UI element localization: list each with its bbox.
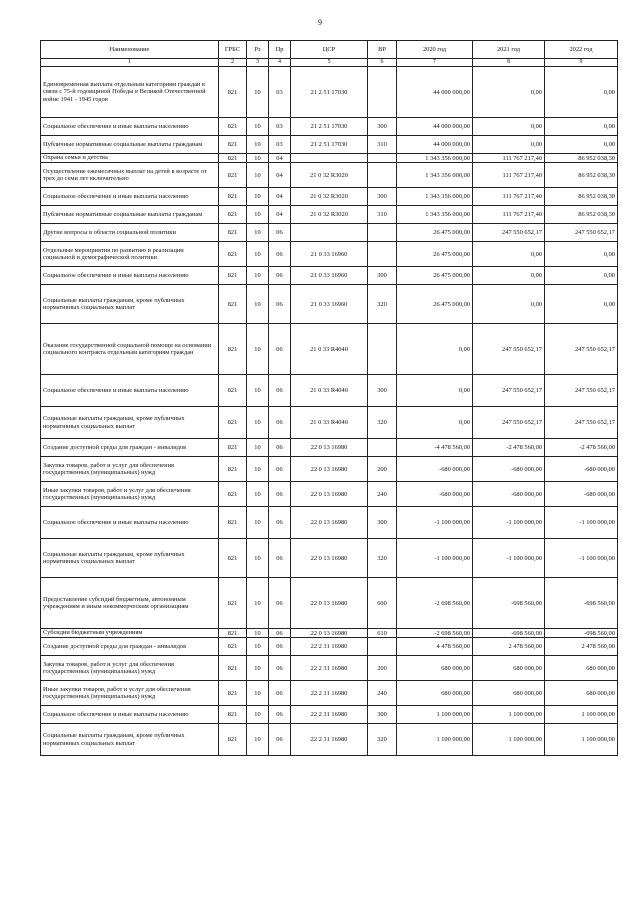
- column-index: 3: [247, 59, 269, 67]
- cell-rz: 10: [247, 242, 269, 267]
- cell-vr: 200: [368, 656, 397, 681]
- table-row: [41, 457, 618, 482]
- cell-2021: 247 550 652,17: [473, 407, 545, 439]
- table-row: [41, 724, 618, 756]
- cell-grbs: 821: [219, 724, 247, 756]
- cell-name: Социальные выплаты гражданам, кроме публичных нормативных социальных выплат: [41, 539, 219, 578]
- cell-pr: 06: [269, 457, 291, 482]
- cell-2021: -1 100 000,00: [473, 539, 545, 578]
- cell-vr: [368, 324, 397, 375]
- cell-2021: 111 767 217,40: [473, 154, 545, 163]
- cell-name: Социальные выплаты гражданам, кроме публичных нормативных социальных выплат: [41, 724, 219, 756]
- table-row: [41, 188, 618, 206]
- cell-name: Социальные выплаты гражданам, кроме публичных нормативных социальных выплат: [41, 285, 219, 324]
- cell-grbs: 821: [219, 706, 247, 724]
- cell-vr: 240: [368, 681, 397, 706]
- cell-rz: 10: [247, 457, 269, 482]
- cell-2020: 680 000,00: [397, 681, 473, 706]
- cell-vr: 240: [368, 482, 397, 507]
- cell-grbs: 821: [219, 681, 247, 706]
- cell-grbs: 821: [219, 507, 247, 539]
- cell-pr: 06: [269, 629, 291, 638]
- cell-vr: 300: [368, 118, 397, 136]
- cell-2021: 111 767 217,40: [473, 206, 545, 224]
- cell-csr: 22 2 31 16980: [291, 724, 368, 756]
- cell-2022: 0,00: [545, 267, 618, 285]
- cell-2022: 247 550 652,17: [545, 224, 618, 242]
- cell-grbs: 821: [219, 407, 247, 439]
- cell-csr: 22 0 13 16980: [291, 507, 368, 539]
- cell-pr: 06: [269, 375, 291, 407]
- cell-csr: 21 0 32 R3020: [291, 188, 368, 206]
- cell-name: Единовременная выплата отдельным категориям граждан в связи с 75-й годовщиной Победы в Великой Отечественной войне 1941 - 1945 годов: [41, 67, 219, 118]
- cell-pr: 03: [269, 67, 291, 118]
- cell-vr: [368, 638, 397, 656]
- cell-rz: 10: [247, 482, 269, 507]
- cell-2020: 44 000 000,00: [397, 67, 473, 118]
- cell-vr: [368, 154, 397, 163]
- cell-csr: 22 0 13 16980: [291, 457, 368, 482]
- table-row: [41, 629, 618, 638]
- cell-2022: 680 000,00: [545, 656, 618, 681]
- table-row: [41, 482, 618, 507]
- cell-pr: 04: [269, 188, 291, 206]
- table-row: [41, 407, 618, 439]
- cell-name: Создание доступной среды для граждан - инвалидов: [41, 638, 219, 656]
- cell-2021: -2 478 560,00: [473, 439, 545, 457]
- cell-2020: 0,00: [397, 324, 473, 375]
- table-row: [41, 507, 618, 539]
- cell-2021: 680 000,00: [473, 656, 545, 681]
- cell-2021: 111 767 217,40: [473, 188, 545, 206]
- cell-2020: -680 000,00: [397, 482, 473, 507]
- cell-grbs: 821: [219, 163, 247, 188]
- cell-vr: [368, 224, 397, 242]
- cell-pr: 06: [269, 638, 291, 656]
- cell-pr: 06: [269, 681, 291, 706]
- cell-grbs: 821: [219, 188, 247, 206]
- table-row: [41, 154, 618, 163]
- cell-vr: 320: [368, 285, 397, 324]
- cell-2020: 26 475 000,00: [397, 242, 473, 267]
- cell-2022: 0,00: [545, 67, 618, 118]
- cell-csr: 21 2 51 17030: [291, 118, 368, 136]
- cell-2021: 0,00: [473, 267, 545, 285]
- cell-pr: 06: [269, 724, 291, 756]
- cell-2021: 247 550 652,17: [473, 224, 545, 242]
- cell-2020: -2 698 560,00: [397, 578, 473, 629]
- header-csr: ЦСР: [291, 41, 368, 59]
- cell-name: Социальное обеспечение и иные выплаты населению: [41, 507, 219, 539]
- cell-pr: 04: [269, 206, 291, 224]
- cell-2021: 0,00: [473, 242, 545, 267]
- cell-rz: 10: [247, 656, 269, 681]
- cell-2022: 2 478 560,00: [545, 638, 618, 656]
- cell-csr: 22 0 13 16980: [291, 539, 368, 578]
- cell-pr: 06: [269, 324, 291, 375]
- cell-pr: 06: [269, 578, 291, 629]
- cell-vr: 600: [368, 578, 397, 629]
- cell-name: Закупка товаров, работ и услуг для обеспечения государственных (муниципальных) нужд: [41, 457, 219, 482]
- cell-csr: 21 0 33 16960: [291, 285, 368, 324]
- cell-2022: -698 560,00: [545, 578, 618, 629]
- cell-vr: [368, 67, 397, 118]
- cell-rz: 10: [247, 136, 269, 154]
- cell-name: Предоставление субсидий бюджетным, автономным учреждениям и иным некоммерческим организациям: [41, 578, 219, 629]
- column-index: 4: [269, 59, 291, 67]
- cell-2020: 26 475 000,00: [397, 267, 473, 285]
- cell-2022: 0,00: [545, 242, 618, 267]
- cell-csr: [291, 224, 368, 242]
- budget-table: [40, 40, 618, 756]
- cell-csr: 21 2 51 17030: [291, 67, 368, 118]
- cell-pr: 06: [269, 242, 291, 267]
- cell-2020: 680 000,00: [397, 656, 473, 681]
- table-row: [41, 638, 618, 656]
- cell-vr: 610: [368, 629, 397, 638]
- cell-grbs: 821: [219, 457, 247, 482]
- cell-rz: 10: [247, 375, 269, 407]
- cell-name: Закупка товаров, работ и услуг для обеспечения государственных (муниципальных) нужд: [41, 656, 219, 681]
- cell-rz: 10: [247, 324, 269, 375]
- cell-csr: 22 2 31 16980: [291, 638, 368, 656]
- cell-2020: 1 343 356 000,00: [397, 206, 473, 224]
- cell-csr: 22 0 13 16980: [291, 578, 368, 629]
- table-row: [41, 681, 618, 706]
- cell-grbs: 821: [219, 224, 247, 242]
- cell-2021: -1 100 000,00: [473, 507, 545, 539]
- cell-name: Субсидии бюджетным учреждениям: [41, 629, 219, 638]
- cell-name: Другие вопросы в области социальной политики: [41, 224, 219, 242]
- cell-pr: 04: [269, 163, 291, 188]
- cell-pr: 06: [269, 439, 291, 457]
- cell-name: Публичные нормативные социальные выплаты гражданам: [41, 206, 219, 224]
- table-row: [41, 163, 618, 188]
- cell-2021: 111 767 217,40: [473, 163, 545, 188]
- cell-2020: 0,00: [397, 407, 473, 439]
- cell-2020: 44 000 000,00: [397, 118, 473, 136]
- cell-2022: -698 560,00: [545, 629, 618, 638]
- table-row: [41, 224, 618, 242]
- cell-rz: 10: [247, 163, 269, 188]
- cell-2020: 4 478 560,00: [397, 638, 473, 656]
- cell-vr: 300: [368, 375, 397, 407]
- cell-grbs: 821: [219, 242, 247, 267]
- table-row: [41, 118, 618, 136]
- cell-grbs: 821: [219, 482, 247, 507]
- table-row: [41, 67, 618, 118]
- header-rz: Рз: [247, 41, 269, 59]
- cell-grbs: 821: [219, 67, 247, 118]
- cell-name: Оказание государственной социальной помощи на основании социального контракта отдельным категориям граждан: [41, 324, 219, 375]
- cell-2021: 0,00: [473, 285, 545, 324]
- cell-2021: 0,00: [473, 67, 545, 118]
- cell-2020: 26 475 000,00: [397, 285, 473, 324]
- cell-rz: 10: [247, 681, 269, 706]
- cell-grbs: 821: [219, 439, 247, 457]
- table-row: [41, 267, 618, 285]
- cell-grbs: 821: [219, 638, 247, 656]
- column-index-row: [41, 59, 618, 67]
- cell-csr: [291, 154, 368, 163]
- cell-csr: 21 0 33 R4040: [291, 375, 368, 407]
- cell-name: Отдельные мероприятия по развитию и реализации социальной и демографической политики: [41, 242, 219, 267]
- cell-vr: 300: [368, 267, 397, 285]
- cell-name: Охрана семьи и детства: [41, 154, 219, 163]
- table-row: [41, 136, 618, 154]
- table-row: [41, 285, 618, 324]
- cell-rz: 10: [247, 206, 269, 224]
- cell-rz: 10: [247, 224, 269, 242]
- cell-pr: 03: [269, 136, 291, 154]
- cell-vr: [368, 242, 397, 267]
- cell-csr: 21 2 51 17030: [291, 136, 368, 154]
- cell-name: Социальные выплаты гражданам, кроме публичных нормативных социальных выплат: [41, 407, 219, 439]
- cell-2022: 86 952 038,30: [545, 154, 618, 163]
- cell-2022: 86 952 038,30: [545, 163, 618, 188]
- cell-csr: 21 0 33 16960: [291, 267, 368, 285]
- cell-2021: 0,00: [473, 136, 545, 154]
- cell-vr: [368, 439, 397, 457]
- cell-grbs: 821: [219, 539, 247, 578]
- cell-vr: 300: [368, 507, 397, 539]
- cell-2021: -680 000,00: [473, 482, 545, 507]
- cell-name: Социальное обеспечение и иные выплаты населению: [41, 375, 219, 407]
- header-year-2021: 2021 год: [473, 41, 545, 59]
- cell-vr: 320: [368, 407, 397, 439]
- cell-pr: 06: [269, 224, 291, 242]
- header-year-2020: 2020 год: [397, 41, 473, 59]
- table-row: [41, 324, 618, 375]
- cell-rz: 10: [247, 706, 269, 724]
- table-row: [41, 242, 618, 267]
- column-index: 1: [41, 59, 219, 67]
- cell-pr: 06: [269, 482, 291, 507]
- cell-name: Социальное обеспечение и иные выплаты населению: [41, 706, 219, 724]
- cell-csr: 21 0 33 R4040: [291, 407, 368, 439]
- cell-grbs: 821: [219, 285, 247, 324]
- cell-rz: 10: [247, 67, 269, 118]
- cell-2020: -4 478 560,00: [397, 439, 473, 457]
- cell-2020: 0,00: [397, 375, 473, 407]
- cell-2022: 1 100 000,00: [545, 724, 618, 756]
- cell-2020: 26 475 000,00: [397, 224, 473, 242]
- cell-pr: 06: [269, 267, 291, 285]
- cell-name: Публичные нормативные социальные выплаты гражданам: [41, 136, 219, 154]
- cell-2021: 680 000,00: [473, 681, 545, 706]
- column-index: 7: [397, 59, 473, 67]
- cell-2022: 1 100 000,00: [545, 706, 618, 724]
- cell-grbs: 821: [219, 375, 247, 407]
- cell-name: Социальное обеспечение и иные выплаты населению: [41, 188, 219, 206]
- table-row: [41, 439, 618, 457]
- cell-rz: 10: [247, 539, 269, 578]
- cell-2022: 247 550 652,17: [545, 375, 618, 407]
- cell-vr: 320: [368, 539, 397, 578]
- header-grbs: ГРБС: [219, 41, 247, 59]
- cell-vr: 320: [368, 724, 397, 756]
- cell-grbs: 821: [219, 206, 247, 224]
- cell-2021: 1 100 000,00: [473, 706, 545, 724]
- header-row: [41, 41, 618, 59]
- cell-2020: 1 343 356 000,00: [397, 188, 473, 206]
- cell-grbs: 821: [219, 656, 247, 681]
- cell-rz: 10: [247, 724, 269, 756]
- cell-csr: 21 0 33 R4040: [291, 324, 368, 375]
- cell-2021: 1 100 000,00: [473, 724, 545, 756]
- cell-rz: 10: [247, 154, 269, 163]
- cell-2021: -698 560,00: [473, 629, 545, 638]
- cell-rz: 10: [247, 507, 269, 539]
- cell-2022: 86 952 038,30: [545, 188, 618, 206]
- table-row: [41, 656, 618, 681]
- cell-2020: -2 698 560,00: [397, 629, 473, 638]
- cell-rz: 10: [247, 118, 269, 136]
- cell-csr: 22 2 31 16980: [291, 681, 368, 706]
- header-year-2022: 2022 год: [545, 41, 618, 59]
- cell-vr: [368, 163, 397, 188]
- cell-name: Иные закупки товаров, работ и услуг для обеспечения государственных (муниципальных) нужд: [41, 482, 219, 507]
- cell-pr: 06: [269, 285, 291, 324]
- column-index: 9: [545, 59, 618, 67]
- cell-2022: 86 952 038,30: [545, 206, 618, 224]
- cell-2020: 1 343 356 000,00: [397, 154, 473, 163]
- cell-vr: 310: [368, 136, 397, 154]
- cell-2022: -680 000,00: [545, 457, 618, 482]
- cell-name: Осуществление ежемесячных выплат на детей в возрасте от трех до семи лет включительно: [41, 163, 219, 188]
- cell-csr: 21 0 33 16960: [291, 242, 368, 267]
- table-row: [41, 706, 618, 724]
- table-row: [41, 375, 618, 407]
- column-index: 2: [219, 59, 247, 67]
- cell-pr: 03: [269, 118, 291, 136]
- cell-2020: 1 100 000,00: [397, 724, 473, 756]
- cell-grbs: 821: [219, 578, 247, 629]
- cell-grbs: 821: [219, 136, 247, 154]
- cell-grbs: 821: [219, 629, 247, 638]
- cell-rz: 10: [247, 578, 269, 629]
- cell-rz: 10: [247, 188, 269, 206]
- cell-grbs: 821: [219, 267, 247, 285]
- cell-pr: 06: [269, 706, 291, 724]
- cell-2021: 247 550 652,17: [473, 375, 545, 407]
- cell-rz: 10: [247, 439, 269, 457]
- cell-rz: 10: [247, 267, 269, 285]
- cell-vr: 300: [368, 188, 397, 206]
- cell-2022: -2 478 560,00: [545, 439, 618, 457]
- cell-csr: 22 0 13 16980: [291, 482, 368, 507]
- cell-pr: 06: [269, 539, 291, 578]
- table-row: [41, 578, 618, 629]
- table-row: [41, 539, 618, 578]
- cell-2020: -1 100 000,00: [397, 539, 473, 578]
- cell-csr: 22 0 13 16980: [291, 439, 368, 457]
- cell-2022: -1 100 000,00: [545, 507, 618, 539]
- cell-csr: 22 2 31 16980: [291, 706, 368, 724]
- cell-2021: -698 560,00: [473, 578, 545, 629]
- cell-2021: 2 478 560,00: [473, 638, 545, 656]
- cell-rz: 10: [247, 638, 269, 656]
- cell-2020: -1 100 000,00: [397, 507, 473, 539]
- cell-2021: -680 000,00: [473, 457, 545, 482]
- cell-2020: 1 100 000,00: [397, 706, 473, 724]
- page-number: 9: [318, 18, 322, 27]
- cell-grbs: 821: [219, 118, 247, 136]
- table-row: [41, 206, 618, 224]
- cell-2022: 680 000,00: [545, 681, 618, 706]
- cell-rz: 10: [247, 285, 269, 324]
- cell-csr: 22 2 31 16980: [291, 656, 368, 681]
- cell-2021: 247 550 652,17: [473, 324, 545, 375]
- cell-2020: 1 343 356 000,00: [397, 163, 473, 188]
- cell-rz: 10: [247, 407, 269, 439]
- cell-vr: 200: [368, 457, 397, 482]
- header-vr: ВР: [368, 41, 397, 59]
- cell-pr: 04: [269, 154, 291, 163]
- cell-2022: -680 000,00: [545, 482, 618, 507]
- cell-csr: 22 0 13 16980: [291, 629, 368, 638]
- cell-name: Иные закупки товаров, работ и услуг для обеспечения государственных (муниципальных) нужд: [41, 681, 219, 706]
- cell-rz: 10: [247, 629, 269, 638]
- cell-2022: -1 100 000,00: [545, 539, 618, 578]
- header-pr: Пр: [269, 41, 291, 59]
- cell-2021: 0,00: [473, 118, 545, 136]
- cell-csr: 21 0 32 R3020: [291, 206, 368, 224]
- column-index: 6: [368, 59, 397, 67]
- column-index: 8: [473, 59, 545, 67]
- column-index: 5: [291, 59, 368, 67]
- cell-2020: -680 000,00: [397, 457, 473, 482]
- cell-name: Социальное обеспечение и иные выплаты населению: [41, 267, 219, 285]
- cell-2020: 44 000 000,00: [397, 136, 473, 154]
- cell-name: Создание доступной среды для граждан - инвалидов: [41, 439, 219, 457]
- cell-2022: 0,00: [545, 136, 618, 154]
- cell-grbs: 821: [219, 324, 247, 375]
- cell-pr: 06: [269, 656, 291, 681]
- cell-name: Социальное обеспечение и иные выплаты населению: [41, 118, 219, 136]
- cell-grbs: 821: [219, 154, 247, 163]
- cell-csr: 21 0 32 R3020: [291, 163, 368, 188]
- cell-vr: 300: [368, 706, 397, 724]
- cell-2022: 0,00: [545, 285, 618, 324]
- cell-vr: 310: [368, 206, 397, 224]
- cell-2022: 247 550 652,17: [545, 407, 618, 439]
- header-name: Наименование: [41, 41, 219, 59]
- cell-pr: 06: [269, 407, 291, 439]
- cell-pr: 06: [269, 507, 291, 539]
- cell-2022: 0,00: [545, 118, 618, 136]
- cell-2022: 247 550 652,17: [545, 324, 618, 375]
